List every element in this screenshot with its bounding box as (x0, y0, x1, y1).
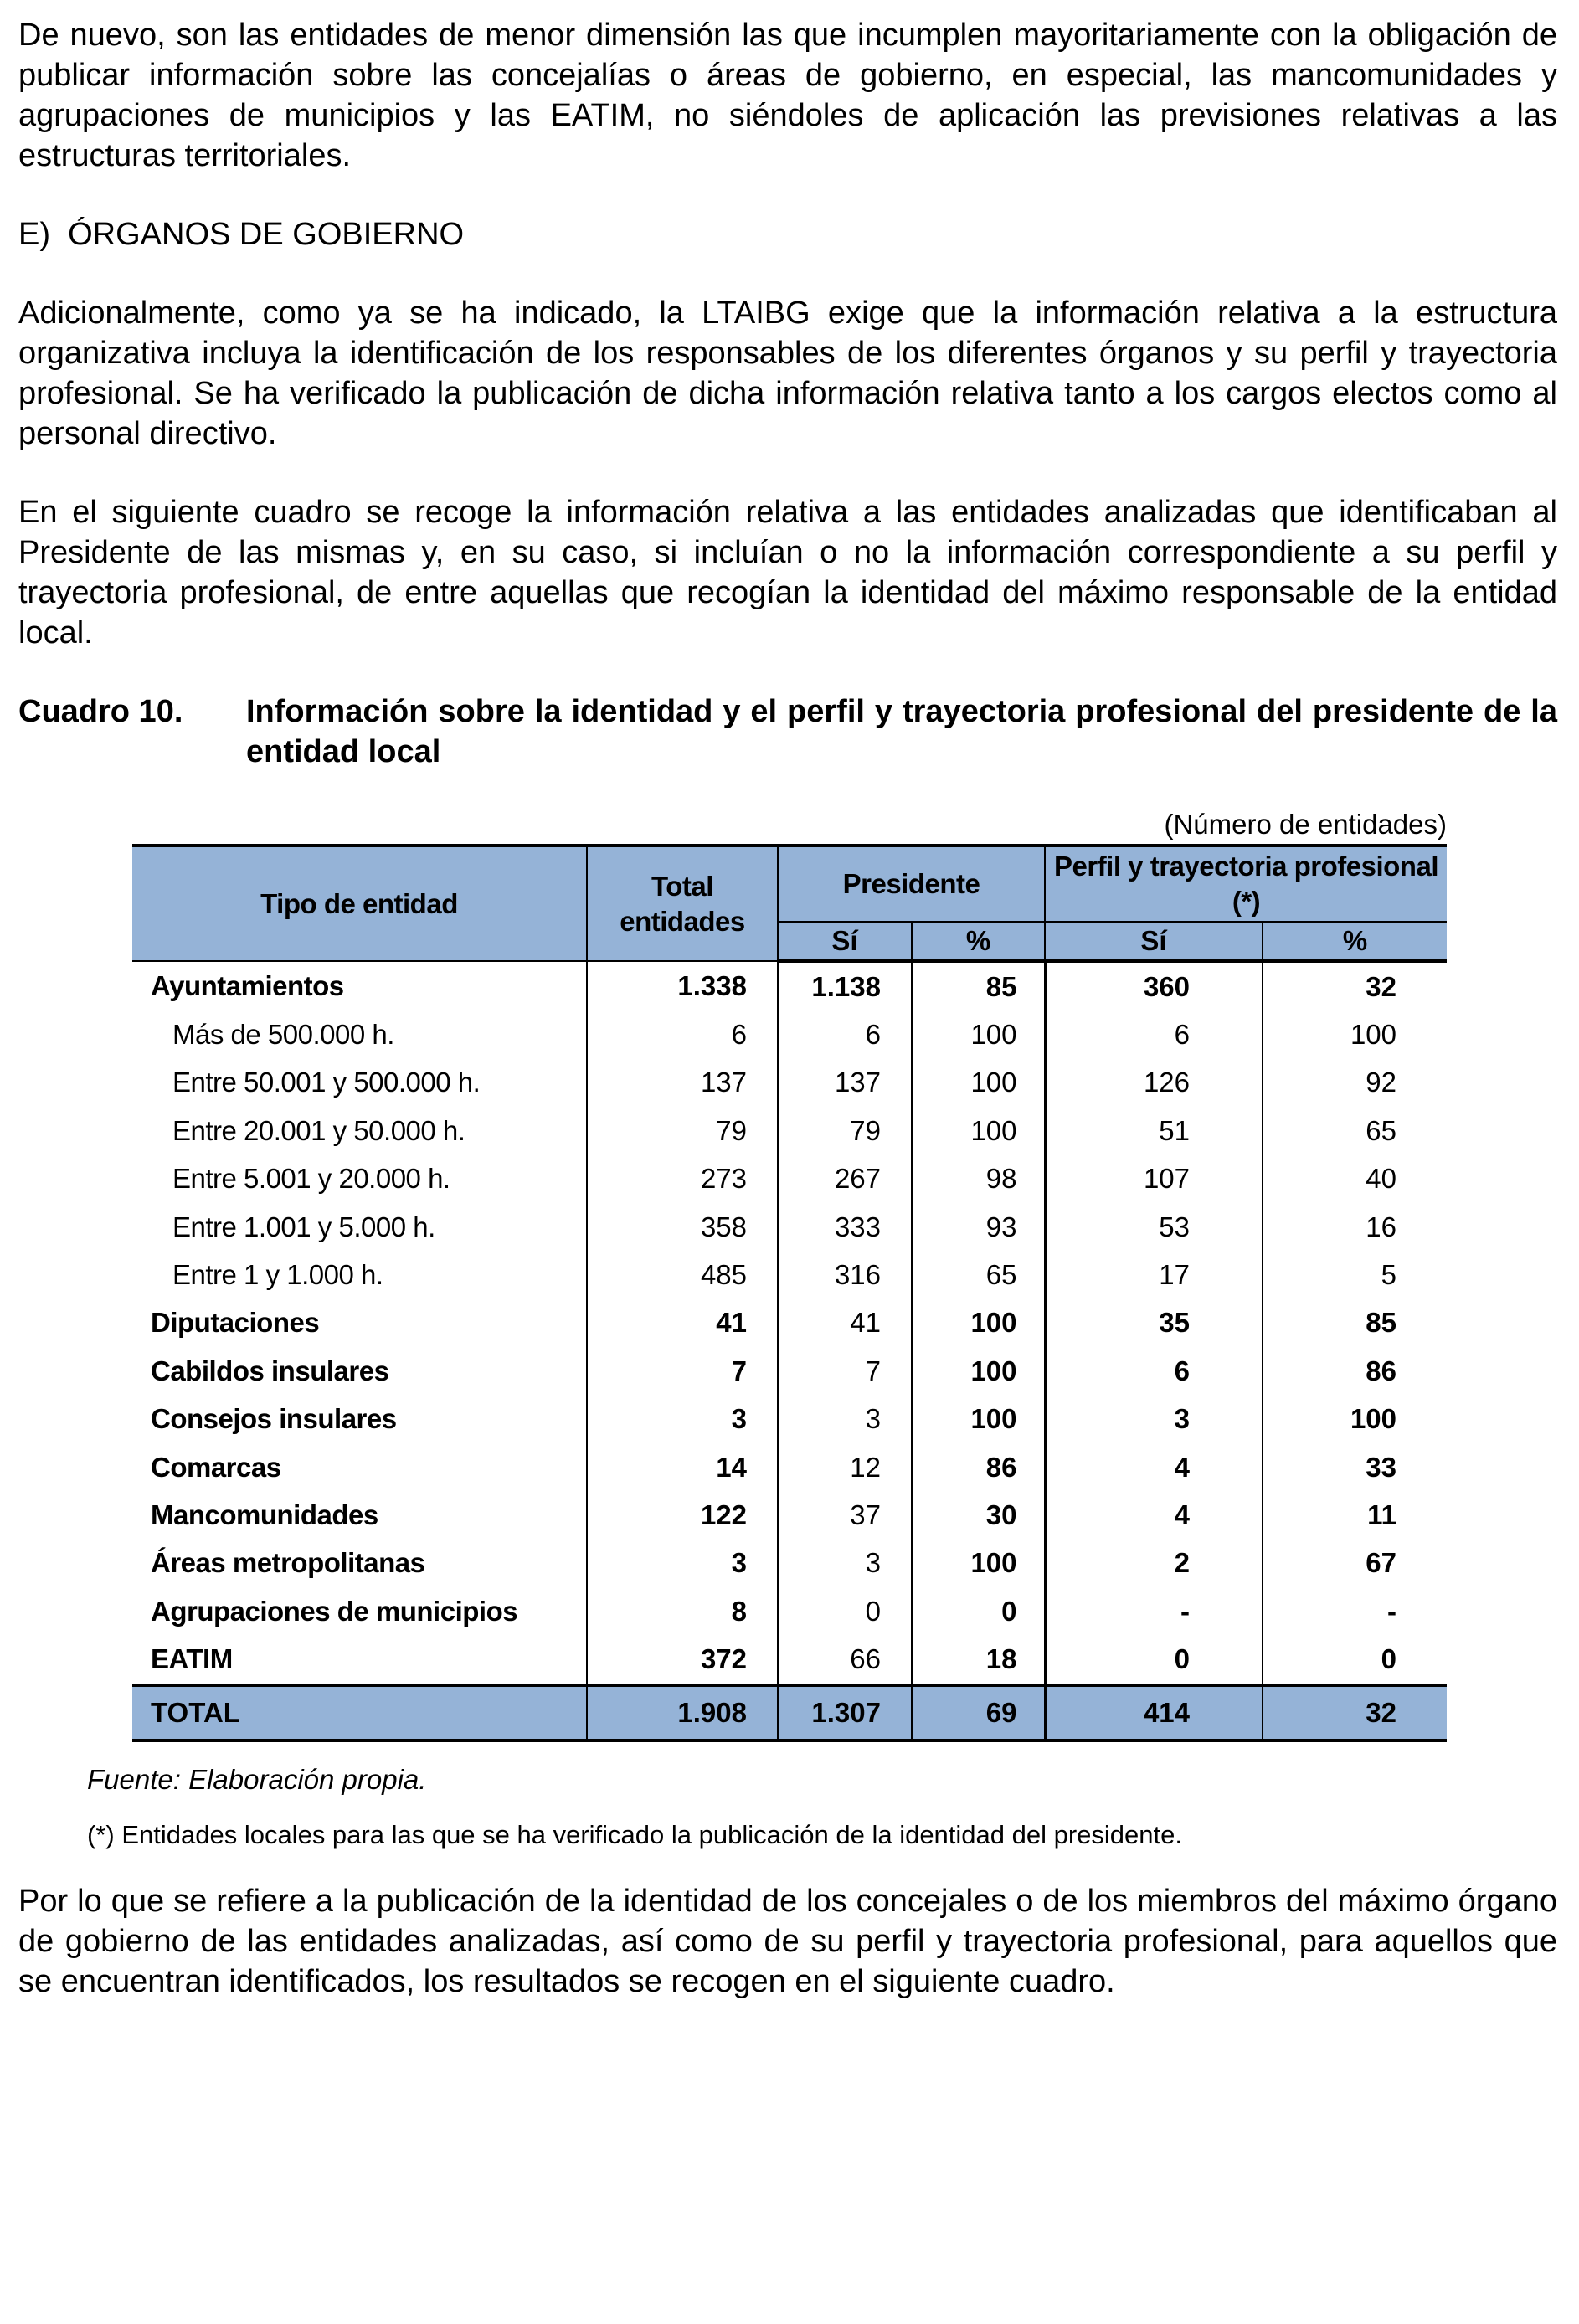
cell-total: 6 (587, 1010, 778, 1058)
row-label: TOTAL (132, 1685, 587, 1740)
cell-pres-pct: 100 (912, 1347, 1045, 1395)
cell-pres-pct: 18 (912, 1635, 1045, 1684)
cell-perf-pct: 85 (1263, 1299, 1447, 1347)
table-row (132, 1010, 1447, 1058)
row-label: Diputaciones (132, 1299, 587, 1347)
cell-pres-pct: 100 (912, 1059, 1045, 1107)
table-total-row (132, 1685, 1447, 1740)
cell-pres-pct: 100 (912, 1396, 1045, 1443)
paragraph-intro: De nuevo, son las entidades de menor dimensión las que incumplen mayoritariamente con la obligación de publicar información sobre las concejalías o áreas de gobierno, en especial, las mancomunidades y agrupaciones de municipios y las EATIM, no siéndoles de aplicación las previsiones relativas a las estructuras territoriales. (18, 18, 1557, 173)
cell-perf-si: 126 (1045, 1059, 1263, 1107)
cell-perf-pct: 40 (1263, 1155, 1447, 1203)
cell-total: 41 (587, 1299, 778, 1347)
table-row (132, 1443, 1447, 1491)
cell-pres-pct: 100 (912, 1010, 1045, 1058)
cell-pres-pct: 100 (912, 1299, 1045, 1347)
document-page (18, 15, 1557, 2040)
cell-pres-si: 3 (778, 1540, 912, 1587)
cell-total: 1.338 (587, 961, 778, 1010)
row-label: Entre 1 y 1.000 h. (132, 1251, 587, 1298)
table-row (132, 961, 1447, 1010)
cell-pres-si: 1.307 (778, 1685, 912, 1740)
table-container (132, 807, 1447, 1742)
cell-pres-pct: 86 (912, 1443, 1045, 1491)
cell-perf-si: 17 (1045, 1251, 1263, 1298)
header-total: Total entidades (587, 846, 778, 961)
header-perf-si: Sí (1045, 922, 1263, 961)
cell-perf-pct: 86 (1263, 1347, 1447, 1395)
cell-perf-pct: 16 (1263, 1203, 1447, 1251)
table-row (132, 1635, 1447, 1684)
cell-pres-si: 316 (778, 1251, 912, 1298)
cell-perf-pct: 32 (1263, 1685, 1447, 1740)
table-row (132, 1540, 1447, 1587)
cell-total: 485 (587, 1251, 778, 1298)
cell-pres-si: 12 (778, 1443, 912, 1491)
table-row (132, 1396, 1447, 1443)
cell-perf-si: 35 (1045, 1299, 1263, 1347)
cell-perf-si: 4 (1045, 1491, 1263, 1539)
cell-pres-si: 41 (778, 1299, 912, 1347)
cell-pres-pct: 85 (912, 961, 1045, 1010)
cell-pres-si: 6 (778, 1010, 912, 1058)
cell-pres-pct: 30 (912, 1491, 1045, 1539)
cell-perf-pct: - (1263, 1587, 1447, 1635)
row-label: Cabildos insulares (132, 1347, 587, 1395)
row-label: Más de 500.000 h. (132, 1010, 587, 1058)
cell-total: 3 (587, 1396, 778, 1443)
cell-pres-si: 66 (778, 1635, 912, 1684)
table-row (132, 1107, 1447, 1154)
row-label: Áreas metropolitanas (132, 1540, 587, 1587)
cell-pres-si: 333 (778, 1203, 912, 1251)
row-label: Entre 20.001 y 50.000 h. (132, 1107, 587, 1154)
table-row (132, 1155, 1447, 1203)
cell-perf-si: 0 (1045, 1635, 1263, 1684)
cell-pres-si: 37 (778, 1491, 912, 1539)
cell-perf-pct: 65 (1263, 1107, 1447, 1154)
cell-perf-pct: 92 (1263, 1059, 1447, 1107)
cell-perf-si: 414 (1045, 1685, 1263, 1740)
cell-total: 273 (587, 1155, 778, 1203)
cell-perf-si: 6 (1045, 1347, 1263, 1395)
table-row (132, 1587, 1447, 1635)
cell-perf-si: 53 (1045, 1203, 1263, 1251)
table-footnote: (*) Entidades locales para las que se ha verificado la publicación de la identidad del presidente. (87, 1819, 1182, 1849)
cell-perf-pct: 67 (1263, 1540, 1447, 1587)
cell-total: 122 (587, 1491, 778, 1539)
cell-pres-si: 7 (778, 1347, 912, 1395)
row-label: Consejos insulares (132, 1396, 587, 1443)
cell-perf-si: 4 (1045, 1443, 1263, 1491)
row-label: Entre 5.001 y 20.000 h. (132, 1155, 587, 1203)
row-label: Comarcas (132, 1443, 587, 1491)
cell-perf-pct: 32 (1263, 961, 1447, 1010)
cell-perf-pct: 33 (1263, 1443, 1447, 1491)
row-label: Entre 50.001 y 500.000 h. (132, 1059, 587, 1107)
table-row (132, 1251, 1447, 1298)
cell-total: 3 (587, 1540, 778, 1587)
row-label: Ayuntamientos (132, 961, 587, 1010)
cell-total: 8 (587, 1587, 778, 1635)
cell-perf-si: 3 (1045, 1396, 1263, 1443)
cell-pres-si: 1.138 (778, 961, 912, 1010)
cell-pres-si: 79 (778, 1107, 912, 1154)
row-label: Agrupaciones de municipios (132, 1587, 587, 1635)
header-perf-pct: % (1263, 922, 1447, 961)
caption-label: Cuadro 10. (18, 694, 183, 729)
data-table (132, 844, 1447, 1742)
caption-text: Información sobre la identidad y el perfil y trayectoria profesional del presidente de la entidad local (246, 694, 1557, 769)
row-label: Mancomunidades (132, 1491, 587, 1539)
cell-pres-si: 0 (778, 1587, 912, 1635)
cell-perf-pct: 100 (1263, 1010, 1447, 1058)
cell-perf-pct: 100 (1263, 1396, 1447, 1443)
table-row (132, 1347, 1447, 1395)
cell-total: 1.908 (587, 1685, 778, 1740)
cell-total: 7 (587, 1347, 778, 1395)
cell-total: 372 (587, 1635, 778, 1684)
header-tipo: Tipo de entidad (132, 846, 587, 961)
cell-pres-pct: 100 (912, 1540, 1045, 1587)
cell-perf-pct: 5 (1263, 1251, 1447, 1298)
cell-pres-pct: 100 (912, 1107, 1045, 1154)
header-presidente: Presidente (778, 846, 1045, 922)
header-pres-si: Sí (778, 922, 912, 961)
table-row (132, 1299, 1447, 1347)
cell-perf-si: 2 (1045, 1540, 1263, 1587)
cell-total: 14 (587, 1443, 778, 1491)
table-row (132, 1203, 1447, 1251)
table-units: (Número de entidades) (1164, 809, 1447, 840)
cell-perf-si: 6 (1045, 1010, 1263, 1058)
section-heading: E) ÓRGANOS DE GOBIERNO (18, 217, 465, 252)
cell-pres-pct: 93 (912, 1203, 1045, 1251)
row-label: Entre 1.001 y 5.000 h. (132, 1203, 587, 1251)
table-row (132, 1059, 1447, 1107)
cell-pres-pct: 0 (912, 1587, 1045, 1635)
table-caption (18, 692, 1557, 772)
paragraph-concejales: Por lo que se refiere a la publicación de la identidad de los concejales o de los miembros del máximo órgano de gobierno de las entidades analizadas, así como de su perfil y trayectoria profesional, para aquellos que se encuentran identificados, los resultados se recogen en el siguiente cuadro. (18, 1883, 1557, 1999)
paragraph-ltaibg: Adicionalmente, como ya se ha indicado, la LTAIBG exige que la información relativa a la estructura organizativa incluya la identificación de los responsables de los diferentes órganos y su perfil y trayectoria profesional. Se ha verificado la publicación de dicha información relativa tanto a los cargos electos como al personal directivo. (18, 296, 1557, 451)
row-label: EATIM (132, 1635, 587, 1684)
cell-pres-si: 267 (778, 1155, 912, 1203)
cell-total: 137 (587, 1059, 778, 1107)
header-perfil: Perfil y trayectoria profesional (*) (1045, 846, 1447, 922)
paragraph-cuadro-intro: En el siguiente cuadro se recoge la información relativa a las entidades analizadas que identificaban al Presidente de las mismas y, en su caso, si incluían o no la información correspondiente a su perfil y trayectoria profesional, de entre aquellas que recogían la identidad del máximo responsable de la entidad local. (18, 495, 1557, 650)
cell-total: 79 (587, 1107, 778, 1154)
cell-pres-pct: 65 (912, 1251, 1045, 1298)
cell-perf-si: 107 (1045, 1155, 1263, 1203)
cell-pres-si: 3 (778, 1396, 912, 1443)
cell-perf-si: 51 (1045, 1107, 1263, 1154)
cell-perf-pct: 0 (1263, 1635, 1447, 1684)
table-source: Fuente: Elaboración propia. (87, 1763, 427, 1795)
header-pres-pct: % (912, 922, 1045, 961)
cell-pres-pct: 98 (912, 1155, 1045, 1203)
cell-total: 358 (587, 1203, 778, 1251)
cell-pres-si: 137 (778, 1059, 912, 1107)
cell-perf-si: 360 (1045, 961, 1263, 1010)
cell-perf-pct: 11 (1263, 1491, 1447, 1539)
cell-pres-pct: 69 (912, 1685, 1045, 1740)
cell-perf-si: - (1045, 1587, 1263, 1635)
table-row (132, 1491, 1447, 1539)
